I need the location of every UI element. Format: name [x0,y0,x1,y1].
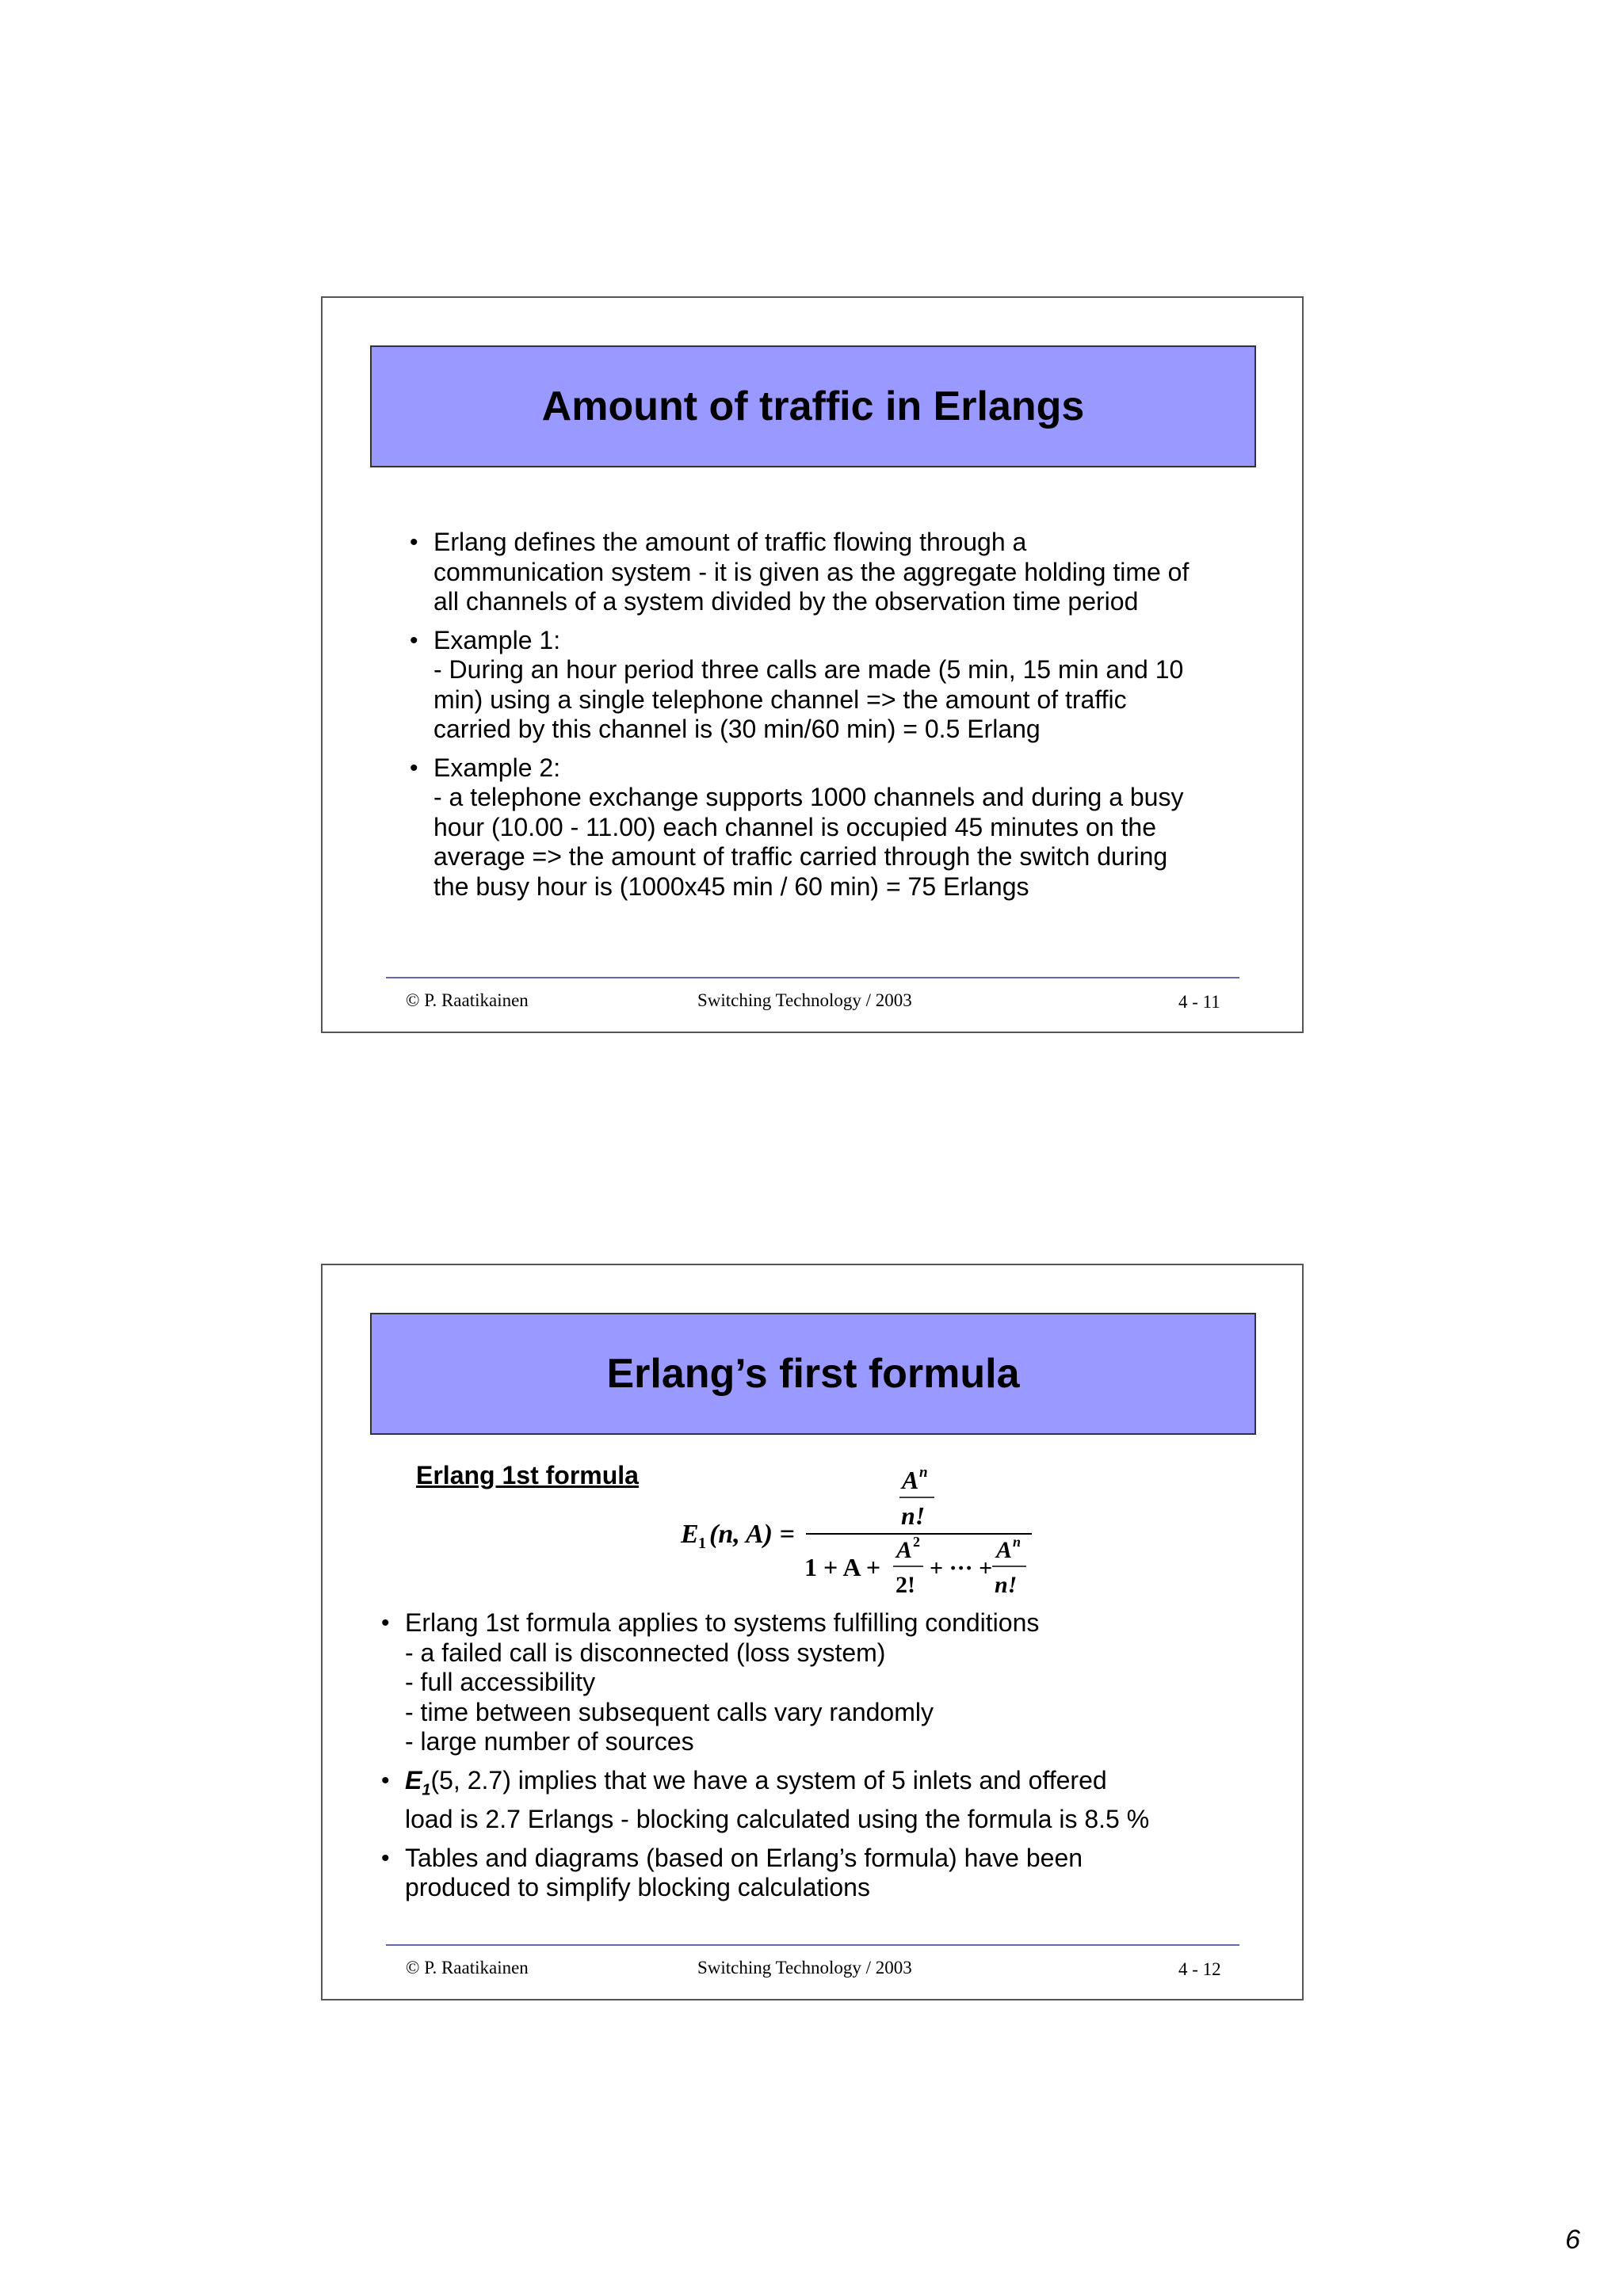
formula-den-2fact: 2! [896,1572,915,1598]
footer-divider [386,1944,1239,1946]
footer-course: Switching Technology / 2003 [697,990,912,1010]
bullet-dot: • [381,1610,390,1636]
formula-num-sup: n [919,1464,928,1481]
formula-subheading: Erlang 1st formula [416,1461,639,1489]
bullet-list [410,528,1274,910]
slide-title-box [370,1313,1256,1435]
e1-subscript: 1 [422,1780,431,1798]
bullet-item: • Erlang 1st formula applies to systems fulfilling conditions - a failed call is disconnected (loss system) - full accessibility - time between subsequent calls vary randomly - large number of sources [381,1608,1040,1756]
footer-author: © P. Raatikainen [406,990,529,1010]
page-number: 6 [1565,2225,1580,2255]
bullet-list [381,1608,1269,1912]
formula-lhs-sub: 1 [698,1535,706,1552]
bullet-item: • Example 1: - During an hour period three calls are made (5 min, 15 min and 10 min) using a single telephone channel => the amount of traffic carried by this channel is (30 min/60 min) = 0.5 Erlang [410,625,1184,743]
erlang-b-formula [671,1459,1044,1606]
bullet-item: • Tables and diagrams (based on Erlang’s formula) have been produced to simplify blocking calculations [381,1843,1083,1902]
slide-4-11 [321,296,1304,1033]
bullet-dot: • [410,754,418,781]
formula-num-nfact: n! [901,1501,926,1530]
formula-den-a2: A [896,1537,913,1563]
formula-den-a2-sup: 2 [913,1534,920,1550]
bullet-dot: • [381,1844,390,1871]
slide-title: Amount of traffic in Erlangs [541,383,1085,429]
formula-den-lead: 1 + A + [804,1553,881,1581]
bullet-item: • $E_1(5$, 2.7) implies that we have a system of 5 inlets and offered load is 2.7 Erlangs - blocking calculated using the formula is 8.5 % [381,1765,1150,1834]
footer-course: Switching Technology / 2003 [697,1958,912,1978]
bullet-dot: • [410,529,418,555]
slide-4-12 [321,1264,1304,2000]
formula-den-an: A [996,1537,1013,1563]
bullet-dot: • [381,1767,390,1794]
formula-den-dots: + ··· + [930,1555,993,1581]
formula-svg [671,1459,1044,1606]
footer-divider [386,977,1239,978]
footer-slide-number: 4 - 12 [1178,1959,1221,1979]
formula-lhs-args: (n, A) = [709,1520,795,1549]
bullet-item: • Erlang defines the amount of traffic flowing through a communication system - it is given as the aggregate holding time of all channels of a system divided by the observation time period [410,528,1190,616]
bullet-dot: • [410,627,418,654]
slide-title-box [370,345,1256,467]
e1-symbol: E [405,1765,422,1794]
formula-den-nfact: n! [995,1572,1018,1598]
formula-den-an-sup: n [1013,1534,1022,1550]
footer-author: © P. Raatikainen [406,1958,529,1978]
slide-title: Erlang’s first formula [606,1351,1020,1397]
formula-lhs: E [681,1520,699,1549]
bullet-item: • Example 2: - a telephone exchange supports 1000 channels and during a busy hour (10.00 - 11.00) each channel is occupied 45 minutes on the average => the amount of traffic carried through the switch during the busy hour is (1000x45 min / 60 min) = 75 Erlangs [410,753,1184,901]
formula-num-a: A [902,1466,919,1494]
footer-slide-number: 4 - 11 [1178,992,1220,1012]
